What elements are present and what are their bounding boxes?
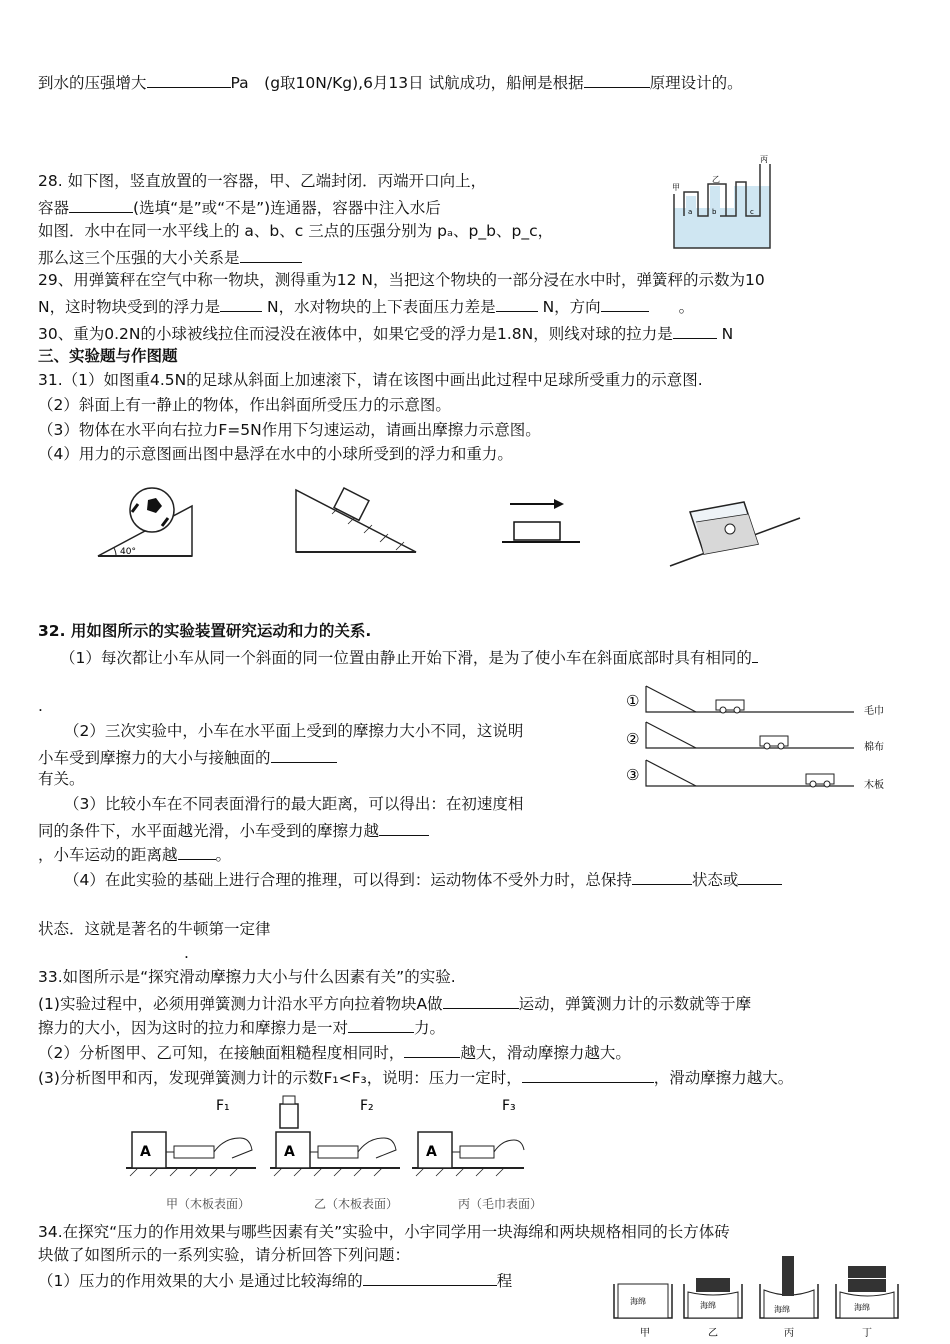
q33-line3: 擦力的大小，因为这时的拉力和摩擦力是一对 力。 xyxy=(38,1015,445,1039)
panel-bing xyxy=(412,1098,524,1176)
svg-text:a: a xyxy=(688,208,693,216)
svg-text:A: A xyxy=(140,1144,151,1160)
sponge-pressure-figure xyxy=(612,1254,908,1344)
q33-line4: （2）分析图甲、乙可知，在接触面粗糙程度相同时， 越大，滑动摩擦力越大。 xyxy=(38,1040,631,1064)
svg-text:①: ① xyxy=(626,692,640,710)
q31-line2: （2）斜面上有一静止的物体，作出斜面所受压力的示意图。 xyxy=(38,396,451,414)
sponge-yi xyxy=(684,1278,742,1339)
q31-line4: （4）用力的示意图画出图中悬浮在水中的小球所受到的浮力和重力。 xyxy=(38,445,513,463)
fig-label: 丙 xyxy=(760,155,768,164)
svg-text:②: ② xyxy=(626,730,640,748)
q33-line2: (1)实验过程中，必须用弹簧测力计沿水平方向拉着物块A做 运动，弹簧测力计的示数就等于摩 xyxy=(38,991,751,1015)
q32-p1-dot: . xyxy=(38,697,43,715)
blank[interactable] xyxy=(752,645,758,663)
blank[interactable] xyxy=(738,867,782,885)
q32-p2a: （2）三次实验中，小车在水平面上受到的摩擦力大小不同，这说明 xyxy=(64,722,524,740)
q32-p4: （4）在此实验的基础上进行合理的推理，可以得到：运动物体不受外力时，总保持 状态或 xyxy=(64,867,782,891)
q32-p3c: ，小车运动的距离越 。 xyxy=(38,842,231,866)
blank[interactable] xyxy=(601,294,649,312)
q27-line: 到水的压强增大 Pa (g取10N/Kg),6月13日 试航成功，船闸是根据 原理设计的。 xyxy=(38,70,743,94)
blank[interactable] xyxy=(363,1268,497,1286)
q29-line1: 29、用弹簧秤在空气中称一物块，测得重为12 N，当把这个物块的一部分浸在水中时，弹簧秤的示数为10 xyxy=(38,271,765,289)
q29-line2: N，这时物块受到的浮力是 N，水对物块的上下表面压力差是 N，方向 。 xyxy=(38,294,694,318)
caption-jia: 甲（木板表面） xyxy=(166,1197,251,1211)
block-pull-figure xyxy=(500,492,582,550)
ramp-row-1 xyxy=(626,686,884,717)
q34-line3: （1）压力的作用效果的大小 是通过比较海绵的 程 xyxy=(38,1268,512,1292)
q34-line2: 块做了如图所示的一系列实验，请分析回答下列问题： xyxy=(38,1246,411,1264)
fig-label: 乙 xyxy=(712,175,720,184)
panel-yi xyxy=(270,1096,400,1176)
blank[interactable] xyxy=(496,294,538,312)
caption-bing: 丙（毛巾表面） xyxy=(458,1197,543,1211)
svg-text:A: A xyxy=(284,1144,295,1160)
newton-ramp-figure xyxy=(626,684,910,804)
blank[interactable] xyxy=(220,294,262,312)
svg-text:c: c xyxy=(750,208,754,216)
svg-text:海绵: 海绵 xyxy=(854,1303,870,1312)
q32-p2b: 小车受到摩擦力的大小与接触面的 xyxy=(38,745,337,769)
svg-text:乙: 乙 xyxy=(708,1328,718,1339)
svg-text:海绵: 海绵 xyxy=(630,1297,646,1306)
blank[interactable] xyxy=(69,195,133,213)
svg-text:木板: 木板 xyxy=(864,780,884,791)
connected-vessel-figure xyxy=(664,156,776,252)
q32-title: 32. 用如图所示的实验装置研究运动和力的关系. xyxy=(38,622,372,640)
q28-line3: 如图．水中在同一水平线上的 a、b、c 三点的压强分别为 pₐ、p_b、p_c， xyxy=(38,222,554,240)
q32-p5: 状态．这就是著名的牛顿第一定律 xyxy=(38,920,271,938)
q32-p3b: 同的条件下，水平面越光滑，小车受到的摩擦力越 xyxy=(38,818,429,842)
q28-line4: 那么这三个压强的大小关系是 xyxy=(38,245,302,269)
q28-line1: 28. 如下图，竖直放置的一容器，甲、乙端封闭．丙端开口向上， xyxy=(38,172,487,190)
caption-yi: 乙（木板表面） xyxy=(314,1197,399,1211)
svg-text:F₂: F₂ xyxy=(360,1098,374,1114)
q32-p3a: （3）比较小车在不同表面滑行的最大距离，可以得出：在初速度相 xyxy=(64,795,524,813)
svg-text:F₁: F₁ xyxy=(216,1098,230,1114)
svg-text:甲: 甲 xyxy=(640,1328,650,1339)
blank[interactable] xyxy=(271,745,337,763)
svg-text:③: ③ xyxy=(626,766,640,784)
svg-text:b: b xyxy=(712,208,717,216)
svg-text:丙: 丙 xyxy=(784,1328,794,1339)
blank[interactable] xyxy=(348,1015,414,1033)
blank[interactable] xyxy=(404,1040,460,1058)
q30-line: 30、重为0.2N的小球被线拉住而浸没在液体中，如果它受的浮力是1.8N，则线对球的拉力是 N xyxy=(38,321,733,345)
svg-text:A: A xyxy=(426,1144,437,1160)
q32-p1: （1）每次都让小车从同一个斜面的同一位置由静止开始下滑，是为了使小车在斜面底部时具有相同的 xyxy=(60,645,758,669)
section-heading: 三、实验题与作图题 xyxy=(38,347,178,365)
svg-text:棉布: 棉布 xyxy=(864,742,884,753)
blank[interactable] xyxy=(379,818,429,836)
beaker-ball-figure xyxy=(668,488,802,570)
svg-text:F₃: F₃ xyxy=(502,1098,516,1114)
q34-line1: 34.在探究“压力的作用效果与哪些因素有关”实验中，小宇同学用一块海绵和两块规格相同的长方体砖 xyxy=(38,1223,730,1241)
blank[interactable] xyxy=(178,842,216,860)
friction-experiment-figure xyxy=(126,1090,543,1214)
blank[interactable] xyxy=(147,70,231,88)
svg-text:海绵: 海绵 xyxy=(700,1301,716,1310)
panel-jia xyxy=(126,1098,256,1176)
sponge-jia xyxy=(614,1284,672,1339)
sponge-bing xyxy=(760,1256,818,1339)
blank[interactable] xyxy=(240,245,302,263)
incline-block-figure xyxy=(292,484,420,556)
svg-text:丁: 丁 xyxy=(862,1328,872,1339)
blank[interactable] xyxy=(673,321,717,339)
q32-p2c: 有关。 xyxy=(38,770,85,788)
fig-label: 甲 xyxy=(672,183,680,192)
football-incline-figure xyxy=(92,482,202,562)
q31-line1: 31.（1）如图重4.5N的足球从斜面上加速滚下，请在该图中画出此过程中足球所受重力的示意图. xyxy=(38,371,703,389)
blank[interactable] xyxy=(522,1065,654,1083)
ramp-row-3 xyxy=(626,760,884,791)
q28-line2: 容器 (选填“是”或“不是”)连通器，容器中注入水后 xyxy=(38,195,441,219)
angle-label: 40° xyxy=(120,547,136,557)
q32-dot: . xyxy=(184,944,189,962)
q33-line1: 33.如图所示是“探究滑动摩擦力大小与什么因素有关”的实验. xyxy=(38,968,456,986)
svg-text:毛巾: 毛巾 xyxy=(864,706,884,717)
blank[interactable] xyxy=(632,867,692,885)
q31-line3: （3）物体在水平向右拉力F=5N作用下匀速运动，请画出摩擦力示意图。 xyxy=(38,421,541,439)
blank[interactable] xyxy=(584,70,650,88)
svg-text:海绵: 海绵 xyxy=(774,1305,790,1314)
blank[interactable] xyxy=(443,991,519,1009)
q33-line5: (3)分析图甲和丙，发现弹簧测力计的示数F₁<F₃，说明：压力一定时， ，滑动摩擦力越大。 xyxy=(38,1065,793,1089)
sponge-ding xyxy=(836,1266,898,1339)
ramp-row-2 xyxy=(626,722,884,753)
